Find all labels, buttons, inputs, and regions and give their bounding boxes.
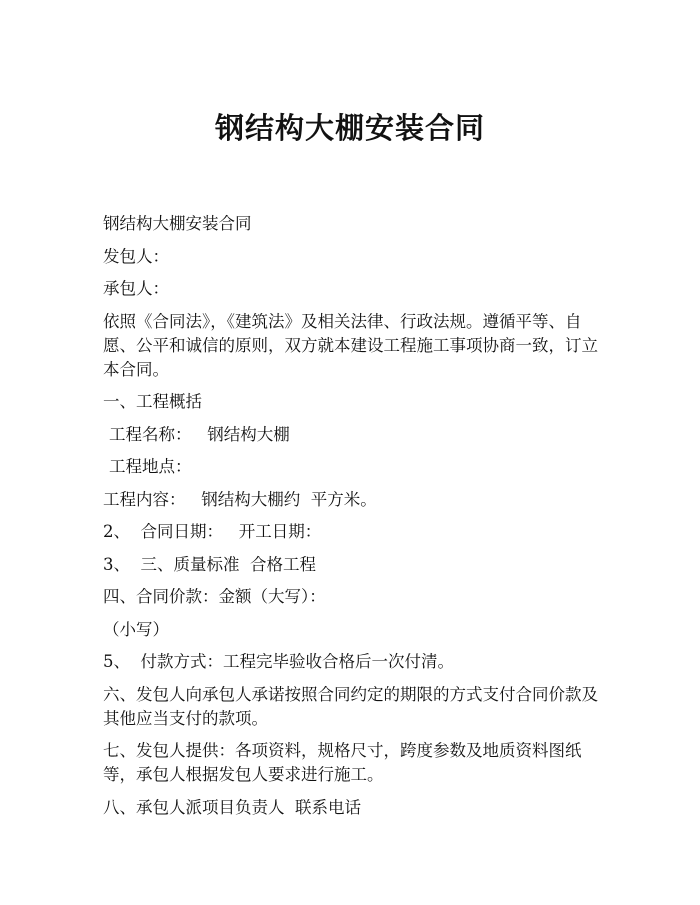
paragraph-heading: 钢结构大棚安装合同	[103, 214, 252, 233]
paragraph-employer: 发包人：	[103, 246, 169, 266]
paragraph-section-8: 八、承包人派项目负责人 联系电话	[103, 797, 361, 817]
paragraph-section-6: 六、发包人向承包人承诺按照合同约定的期限的方式支付合同价款及其他应当支付的款项。	[103, 684, 598, 728]
paragraph-section-1: 一、工程概括	[103, 392, 202, 411]
paragraph-payment-method: 5、 付款方式：工程完毕验收合格后一次付清。	[103, 652, 454, 671]
paragraph-project-content: 工程内容： 钢结构大棚约 平方米。	[103, 489, 377, 509]
document-title: 钢结构大棚安装合同	[214, 111, 485, 145]
paragraph-contract-price: 四、合同价款：金额（大写）：	[103, 587, 326, 606]
paragraph-preamble: 依照《合同法》，《建筑法》及相关法律、行政法规。遵循平等、自愿、公平和诚信的原则，双方就本建设工程施工事项协商一致，订立本合同。	[103, 311, 598, 379]
paragraph-quality-standard: 3、 三、质量标准 合格工程	[103, 554, 316, 574]
paragraph-project-name: 工程名称： 钢结构大棚	[109, 424, 290, 444]
paragraph-price-lowercase: （小写）	[103, 619, 169, 639]
paragraph-project-location: 工程地点：	[109, 457, 192, 476]
document-body	[103, 212, 613, 828]
paragraph-contractor: 承包人：	[103, 279, 169, 298]
paragraph-contract-date: 2、 合同日期： 开工日期：	[103, 522, 322, 541]
paragraph-section-7: 七、发包人提供：各项资料，规格尺寸，跨度参数及地质资料图纸等，承包人根据发包人要求进行施工。	[103, 741, 582, 784]
